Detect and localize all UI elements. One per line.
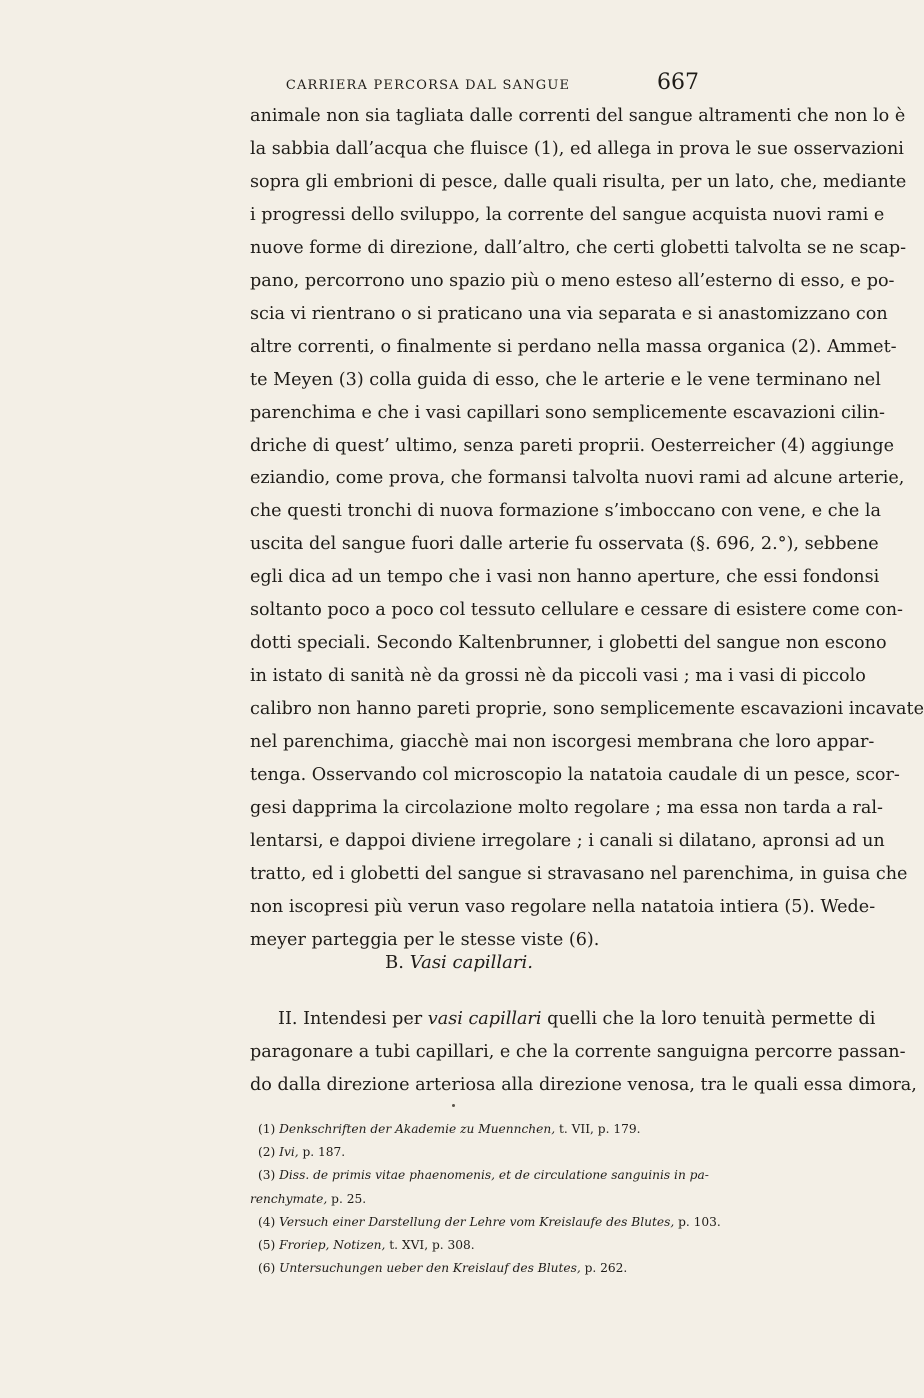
footnote-title: Diss. de primis vitae phaenomenis, et de circulatione sanguinis in pa- (279, 1168, 709, 1183)
footnote-reference: p. 262. (584, 1261, 628, 1276)
footnote-title: Denkschriften der Akademie zu Muennchen, (279, 1122, 556, 1136)
paragraph-1-line: driche di quest’ ultimo, senza pareti proprii. Oesterreicher (4) aggiunge (250, 435, 895, 456)
footnote-number: (6) (258, 1261, 276, 1276)
paragraph-1-line: altre correnti, o finalmente si perdano nella massa organica (2). Ammet- (250, 336, 897, 357)
paragraph-2-line: do dalla direzione arteriosa alla direzione venosa, tra le quali essa dimora, (250, 1075, 917, 1095)
paragraph-1-line: eziandio, come prova, che formansi talvolta nuovi rami ad alcune arterie, (250, 468, 905, 489)
footnote (250, 1188, 668, 1211)
paragraph-1-line: in istato di sanità nè da grossi nè da piccoli vasi ; ma i vasi di piccolo (250, 666, 866, 687)
paragraph-1-line: i progressi dello sviluppo, la corrente del sangue acquista nuovi rami e (250, 204, 885, 225)
footnote-number: (3) (258, 1168, 276, 1183)
paragraph-1-line: nel parenchima, giacchè mai non iscorgesi membrana che loro appar- (250, 732, 875, 753)
paragraph-1-line: dotti speciali. Secondo Kaltenbrunner, i globetti del sangue non escono (250, 633, 887, 654)
footnote-number: (2) (258, 1145, 276, 1160)
paragraph-1-line: parenchima e che i vasi capillari sono semplicemente escavazioni cilin- (250, 402, 885, 423)
footnote-reference: p. 25. (331, 1191, 367, 1206)
footnote-reference: p. 187. (302, 1145, 346, 1160)
section-title: Vasi capillari. (409, 952, 533, 973)
footnote (250, 1141, 676, 1164)
footnote-title: Froriep, Notizen, (279, 1238, 386, 1252)
footnote-title: Ivi, (279, 1145, 299, 1160)
section-heading (250, 948, 668, 978)
section-label: B. (385, 952, 404, 973)
footnote (250, 1164, 709, 1187)
footnote-number: (5) (258, 1238, 276, 1252)
paragraph-2-line: II. Intendesi per vasi capillari quelli che la loro tenuità permette di (278, 1009, 876, 1029)
footnote-title: Versuch einer Darstellung der Lehre vom Kreislaufe des Blutes, (279, 1214, 675, 1229)
paragraph-1-line: animale non sia tagliata dalle correnti del sangue altramenti che non lo è (250, 106, 906, 126)
footnote-number: (1) (258, 1122, 276, 1136)
footnote-title: Untersuchungen ueber den Kreislauf des Blutes, (279, 1261, 581, 1276)
paragraph-1-line: soltanto poco a poco col tessuto cellulare e cessare di esistere come con- (250, 600, 903, 621)
paragraph-1-line: calibro non hanno pareti proprie, sono semplicemente escavazioni incavate (250, 699, 924, 720)
paragraph-1-line: la sabbia dall’acqua che fluisce (1), ed allega in prova le sue osservazioni (250, 138, 904, 159)
footnote (250, 1118, 676, 1141)
paragraph-1-line: sopra gli embrioni di pesce, dalle quali risulta, per un lato, che, mediante (250, 171, 907, 192)
paragraph-1-line: non iscopresi più verun vaso regolare nella natatoia intiera (5). Wede- (250, 896, 876, 917)
print-speck (452, 1104, 455, 1107)
paragraph-1-line: te Meyen (3) colla guida di esso, che le arterie e le vene terminano nel (250, 369, 881, 390)
paragraph-1-line: pano, percorrono uno spazio più o meno esteso all’esterno di esso, e po- (250, 270, 895, 291)
page-number: 667 (657, 70, 699, 95)
paragraph-1-line: egli dica ad un tempo che i vasi non hanno aperture, che essi fondonsi (250, 567, 880, 588)
paragraph-1-line: tratto, ed i globetti del sangue si stravasano nel parenchima, in guisa che (250, 863, 908, 884)
footnote-reference: p. 103. (678, 1214, 721, 1229)
paragraph-2-line: paragonare a tubi capillari, e che la corrente sanguigna percorre passan- (250, 1042, 906, 1062)
paragraph-1-line: gesi dapprima la circolazione molto regolare ; ma essa non tarda a ral- (250, 797, 883, 818)
paragraph-1-line: lentarsi, e dappoi diviene irregolare ; i canali si dilatano, apronsi ad un (250, 830, 885, 851)
footnote-reference: t. XVI, p. 308. (389, 1238, 475, 1252)
paragraph-1-line: nuove forme di direzione, dall’altro, che certi globetti talvolta se ne scap- (250, 237, 907, 258)
footnote-title: renchymate, (250, 1191, 328, 1206)
paragraph-1-line: che questi tronchi di nuova formazione s’imboccano con vene, e che la (250, 501, 882, 522)
footnote-number: (4) (258, 1214, 276, 1229)
paragraph-1-line: tenga. Osservando col microscopio la natatoia caudale di un pesce, scor- (250, 765, 900, 785)
running-head: CARRIERA PERCORSA DAL SANGUE (285, 78, 571, 93)
footnote (250, 1234, 676, 1257)
paragraph-1-line: uscita del sangue fuori dalle arterie fu osservata (§. 696, 2.°), sebbene (250, 534, 879, 555)
footnote (250, 1257, 676, 1280)
footnote-reference: t. VII, p. 179. (558, 1122, 641, 1136)
footnote (250, 1211, 721, 1234)
term-vasi-capillari: vasi capillari (427, 1009, 542, 1029)
paragraph-1-line: scia vi rientrano o si praticano una via separata e si anastomizzano con (250, 303, 888, 324)
paragraph-1-line: meyer parteggia per le stesse viste (6). (250, 929, 600, 950)
